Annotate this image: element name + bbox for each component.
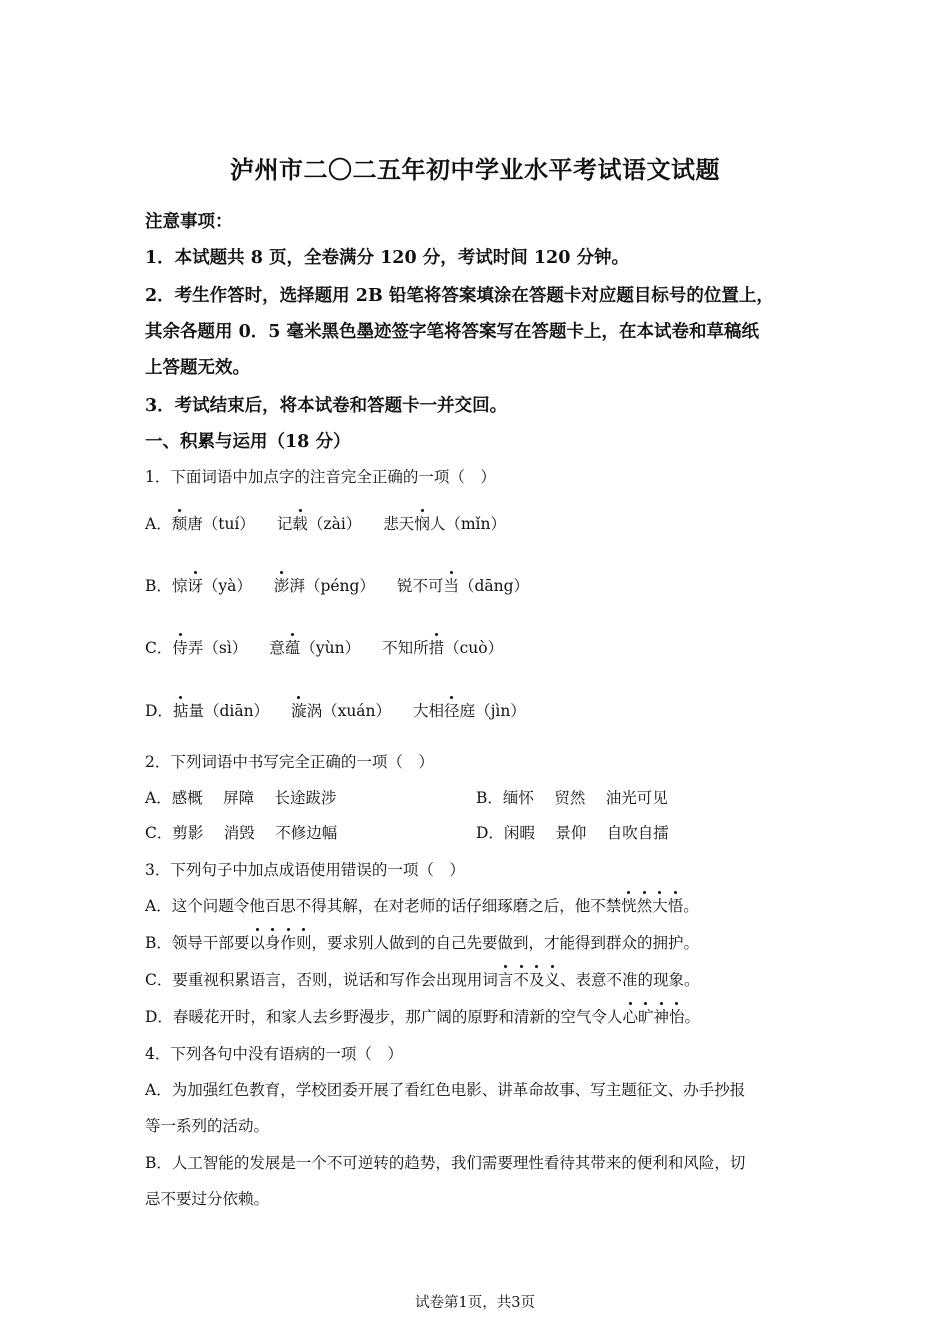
q1-option-b: B．惊讶（yà） 澎湃（péng） 锐不可当（dāng） [145,574,529,596]
dotted-char: 怡 [669,1005,685,1027]
dotted-char: 载 [292,512,308,534]
dotted-char: 侍 [172,636,188,658]
q1-option-a: A．颓唐（tuí） 记载（zài） 悲天悯人（mǐn） [145,512,506,534]
q3-option-d: D．春暖花开时，和家人去乡野漫步，那广阔的原野和清新的空气令人心旷神怡。 [145,1005,700,1027]
dotted-char: 悯 [414,512,430,534]
q3-option-b: B．领导干部要以身作则，要求别人做到的自己先要做到，才能得到群众的拥护。 [145,931,699,953]
q2-option-d: D．闲暇 景仰 自吹自擂 [476,824,669,842]
q2-option-a: A．感概 屏障 长途跋涉 [145,789,337,807]
q2-stem: 2．下列词语中书写完全正确的一项（ ） [145,753,434,771]
notice-heading: 注意事项： [145,212,233,232]
q1-option-d: D．掂量（diān） 漩涡（xuán） 大相径庭（jìn） [145,699,526,721]
dotted-char: 以 [249,931,265,953]
dotted-char: 当 [443,574,459,596]
dotted-char: 措 [429,636,445,658]
q4-option-b-line-1: B．人工智能的发展是一个不可逆转的趋势，我们需要理性看待其带来的便利和风险，切 [145,1154,746,1172]
option-label: C． [145,639,173,657]
option-label: B． [145,577,172,595]
option-label: D． [145,702,173,720]
notice-item-1: 1．本试题共 8 页，全卷满分 120 分，考试时间 120 分钟。 [145,248,629,268]
dotted-char: 作 [280,931,296,953]
page-footer: 试卷第1页，共3页 [415,1295,535,1311]
dotted-char: 恍 [621,894,637,916]
dotted-char: 旷 [638,1005,654,1027]
dotted-char: 径 [444,699,460,721]
dotted-char: 不 [513,968,529,990]
dotted-char: 蕴 [285,636,301,658]
notice-item-2-line-3: 上答题无效。 [145,358,250,378]
q3-stem: 3．下列句子中加点成语使用错误的一项（ ） [145,861,465,879]
dotted-char: 掂 [173,699,189,721]
dotted-char: 神 [653,1005,669,1027]
q2-option-c: C．剪影 消毁 不修边幅 [145,824,338,842]
q4-option-a-line-2: 等一系列的活动。 [145,1117,270,1135]
section-1-heading: 一、积累与运用（18 分） [145,432,351,452]
dotted-char: 则 [296,931,312,953]
dotted-char: 颓 [172,512,188,534]
dotted-char: 义 [544,968,560,990]
notice-item-3: 3．考试结束后，将本试卷和答题卡一并交回。 [145,396,508,416]
dotted-char: 言 [498,968,514,990]
dotted-char: 身 [265,931,281,953]
dotted-char: 心 [622,1005,638,1027]
dotted-char: 澎 [274,574,290,596]
q4-option-b-line-2: 忌不要过分依赖。 [145,1190,270,1208]
dotted-char: 大 [652,894,668,916]
dotted-char: 悟 [668,894,684,916]
option-label: A． [145,515,172,533]
q3-option-c: C．要重视积累语言，否则，说话和写作会出现用词言不及义、表意不准的现象。 [145,968,699,990]
q1-stem: 1．下面词语中加点字的注音完全正确的一项（ ） [145,468,496,486]
exam-title: 泸州市二〇二五年初中学业水平考试语文试题 [230,155,720,184]
q2-option-b: B．缅怀 贸然 油光可见 [476,789,668,807]
notice-item-2-line-2: 其余各题用 0．5 毫米黑色墨迹签字笔将答案写在答题卡上，在本试卷和草稿纸 [145,322,760,342]
dotted-char: 然 [637,894,653,916]
q4-option-a-line-1: A．为加强红色教育，学校团委开展了看红色电影、讲革命故事、写主题征文、办手抄报 [145,1081,746,1099]
dotted-char: 讶 [187,574,203,596]
dotted-char: 及 [529,968,545,990]
dotted-char: 漩 [291,699,307,721]
q4-stem: 4．下列各句中没有语病的一项（ ） [145,1045,403,1063]
q1-option-c: C．侍弄（sì） 意蕴（yùn） 不知所措（cuò） [145,636,503,658]
q3-option-a: A．这个问题令他百思不得其解，在对老师的话仔细琢磨之后，他不禁恍然大悟。 [145,894,699,916]
notice-item-2-line-1: 2．考生作答时，选择题用 2B 铅笔将答案填涂在答题卡对应题目标号的位置上， [145,286,774,306]
